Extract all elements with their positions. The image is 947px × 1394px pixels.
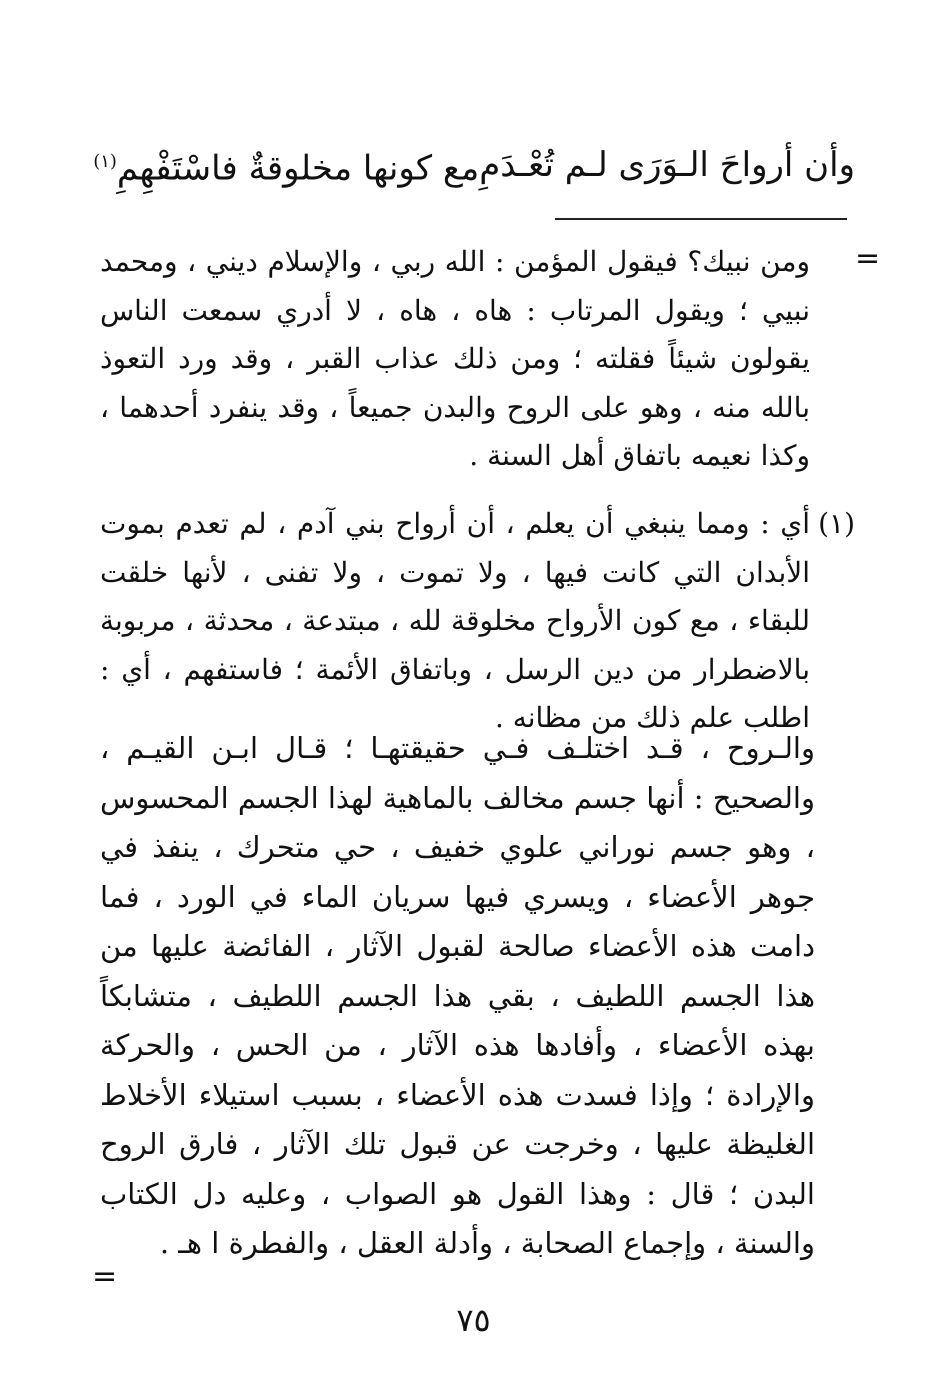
footnote-separator [555, 218, 847, 220]
body-paragraph: والـروح ، قـد اختلـف فـي حقيقتهـا ؛ قـال ابـن القيـم ، والصحيح : أنها جسم مخالف بالماهية لهذا الجسم المحسوس ، وهو جسم نوراني علوي خفيف ، حي متحرك ، ينفذ في جوهر الأعضاء ، ويسري فيها سريان الماء في الورد ، فما دامت هذه الأعضاء صالحة لقبول الآثار ، الفائضة عليها من هذا الجسم اللطيف ، بقي هذا الجسم اللطيف ، متشابكاً بهذه الأعضاء ، وأفادها هذه الآثار ، من الحس ، والحركة والإرادة ؛ وإذا فسدت هذه الأعضاء ، بسبب استيلاء الأخلاط الغليظة عليها ، وخرجت عن قبول تلك الآثار ، فارق الروح البدن ؛ قال : وهذا القول هو الصواب ، وعليه دل الكتاب والسنة ، وإجماع الصحابة ، وأدلة العقل ، والفطرة ا هـ . [100, 731, 815, 1260]
page-number: ٧٥ [456, 1301, 491, 1339]
verse-hemistich-left: مع كونها مخلوقةٌ فاسْتَفْهِمِ$^{(١)}$ [93, 148, 480, 189]
verse-line [95, 135, 855, 195]
footnote-reference: (١) [93, 150, 117, 172]
footnote-1-text: أي : ومما ينبغي أن يعلم ، أن أرواح بني آدم ، لم تعدم بموت الأبدان التي كانت فيها ، ولا تموت ، ولا تفنى ، لأنها خلقت للبقاء ، مع كون الأرواح مخلوقة لله ، مبتدعة ، محدثة ، مربوبة بالاضطرار من دين الرسل ، وباتفاق الأئمة ؛ فاستفهم ، أي : اطلب علم ذلك من مظانه . [100, 507, 810, 734]
continuation-mark-top: = [855, 241, 881, 276]
continuation-mark-bottom: = [92, 1259, 118, 1294]
footnote-number: (١) [818, 507, 855, 540]
verse-hemistich-right: وأن أرواحَ الـوَرَى لـم تُعْـدَمِ [479, 145, 855, 185]
footnote-continued-text: ومن نبيك؟ فيقول المؤمن : الله ربي ، والإسلام ديني ، ومحمد نبيي ؛ ويقول المرتاب : هاه ، هاه ، لا أدري سمعت الناس يقولون شيئاً فقلته ؛ ومن ذلك عذاب القبر ، وقد ورد التعوذ بالله منه ، وهو على الروح والبدن جميعاً ، وقد ينفرد أحدهما ، وكذا نعيمه باتفاق أهل السنة . [100, 245, 810, 472]
